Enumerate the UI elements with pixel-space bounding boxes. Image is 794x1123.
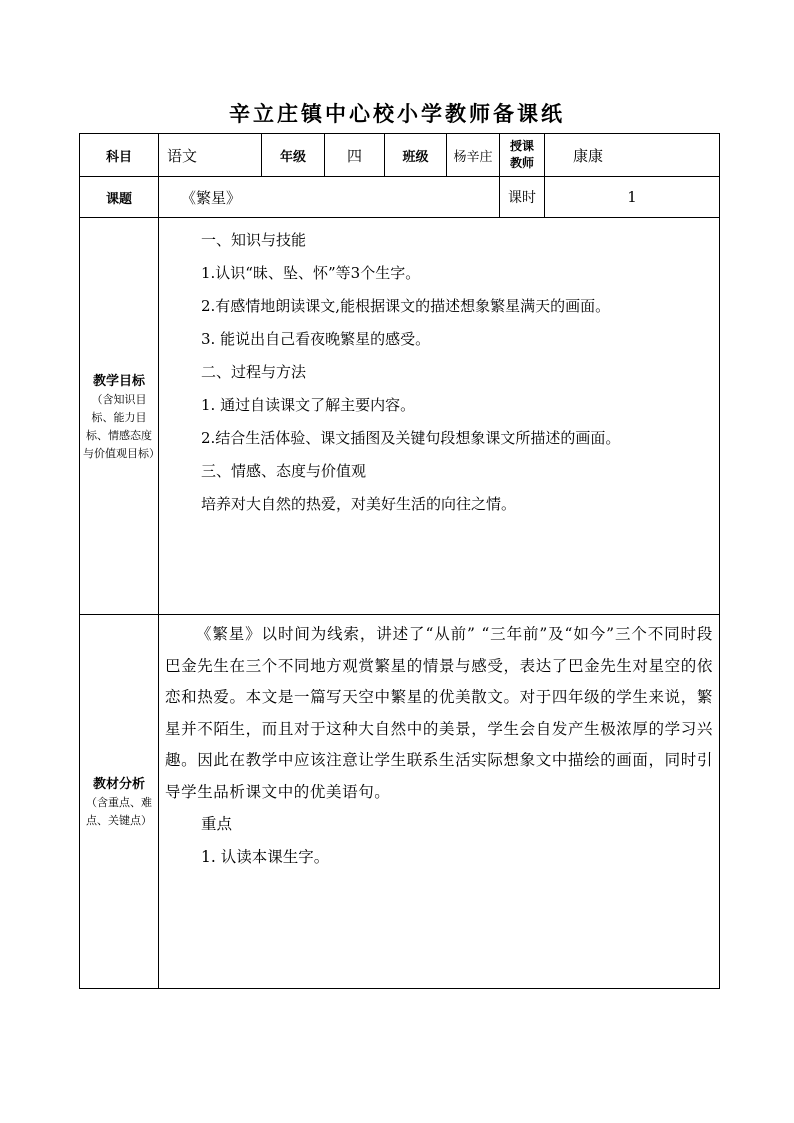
class-label: 班级: [385, 134, 447, 177]
objectives-row: [80, 218, 720, 615]
analysis-sublabel: （含重点、难点、关键点）: [86, 796, 152, 827]
key-points-heading: 重点: [201, 815, 233, 833]
period-label: 课时: [500, 177, 545, 218]
topic-row: [80, 177, 720, 218]
objective-line: 2.有感情地朗读课文,能根据课文的描述想象繁星满天的画面。: [201, 297, 611, 315]
objective-line: 培养对大自然的热爱，对美好生活的向往之情。: [201, 495, 517, 513]
objective-line: 1. 通过自读课文了解主要内容。: [201, 396, 416, 414]
objective-line: 一、知识与技能: [201, 231, 307, 249]
objective-line: 三、情感、态度与价值观: [201, 462, 367, 480]
objective-line: 3. 能说出自己看夜晚繁星的感受。: [201, 330, 431, 348]
analysis-content: [159, 615, 720, 989]
objectives-label-cell: [80, 218, 159, 615]
analysis-label-cell: [80, 615, 159, 989]
subject-value: 语文: [159, 134, 262, 177]
key-point-item: 1. 认读本课生字。: [201, 848, 330, 866]
grade-label: 年级: [262, 134, 325, 177]
topic-label: 课题: [80, 177, 159, 218]
grade-value: 四: [325, 134, 385, 177]
objective-line: 二、过程与方法: [201, 363, 307, 381]
header-row: [80, 134, 720, 177]
teacher-label-line1: 授课: [509, 139, 534, 153]
period-value: 1: [545, 177, 720, 218]
objective-line: 2.结合生活体验、课文插图及关键句段想象课文所描述的画面。: [201, 429, 621, 447]
objectives-label: 教学目标: [92, 373, 145, 389]
objectives-sublabel: （含知识目标、能力目标、情感态度与价值观目标）: [83, 392, 160, 460]
page-title: 辛立庄镇中心校小学教师备课纸: [229, 101, 565, 126]
analysis-label: 教材分析: [92, 777, 145, 792]
objectives-content: [159, 218, 720, 615]
subject-label: 科目: [80, 134, 159, 177]
analysis-row: [80, 615, 720, 989]
teacher-label-line2: 教师: [509, 156, 534, 170]
topic-value: 《繁星》: [159, 177, 500, 218]
teacher-value: 康康: [545, 134, 720, 177]
teacher-label: [500, 134, 545, 177]
analysis-paragraph: 《繁星》以时间为线索，讲述了“从前” “三年前”及“如今”三个不同时段巴金先生在三个不同地方观赏繁星的情景与感受，表达了巴金先生对星空的依恋和热爱。本文是一篇写天空中繁星的优美散文。对于四年级的学生来说，繁星并不陌生，而且对于这种大自然中的美景，学生会自发产生极浓厚的学习兴趣。因此在教学中应该注意让学生联系生活实际想象文中描绘的画面，同时引导学生品析课文中的优美语句。: [165, 625, 713, 801]
class-value: 杨辛庄: [447, 134, 500, 177]
objective-line: 1.认识“昧、坠、怀”等3个生字。: [201, 264, 421, 282]
lesson-plan-table: [79, 133, 720, 989]
